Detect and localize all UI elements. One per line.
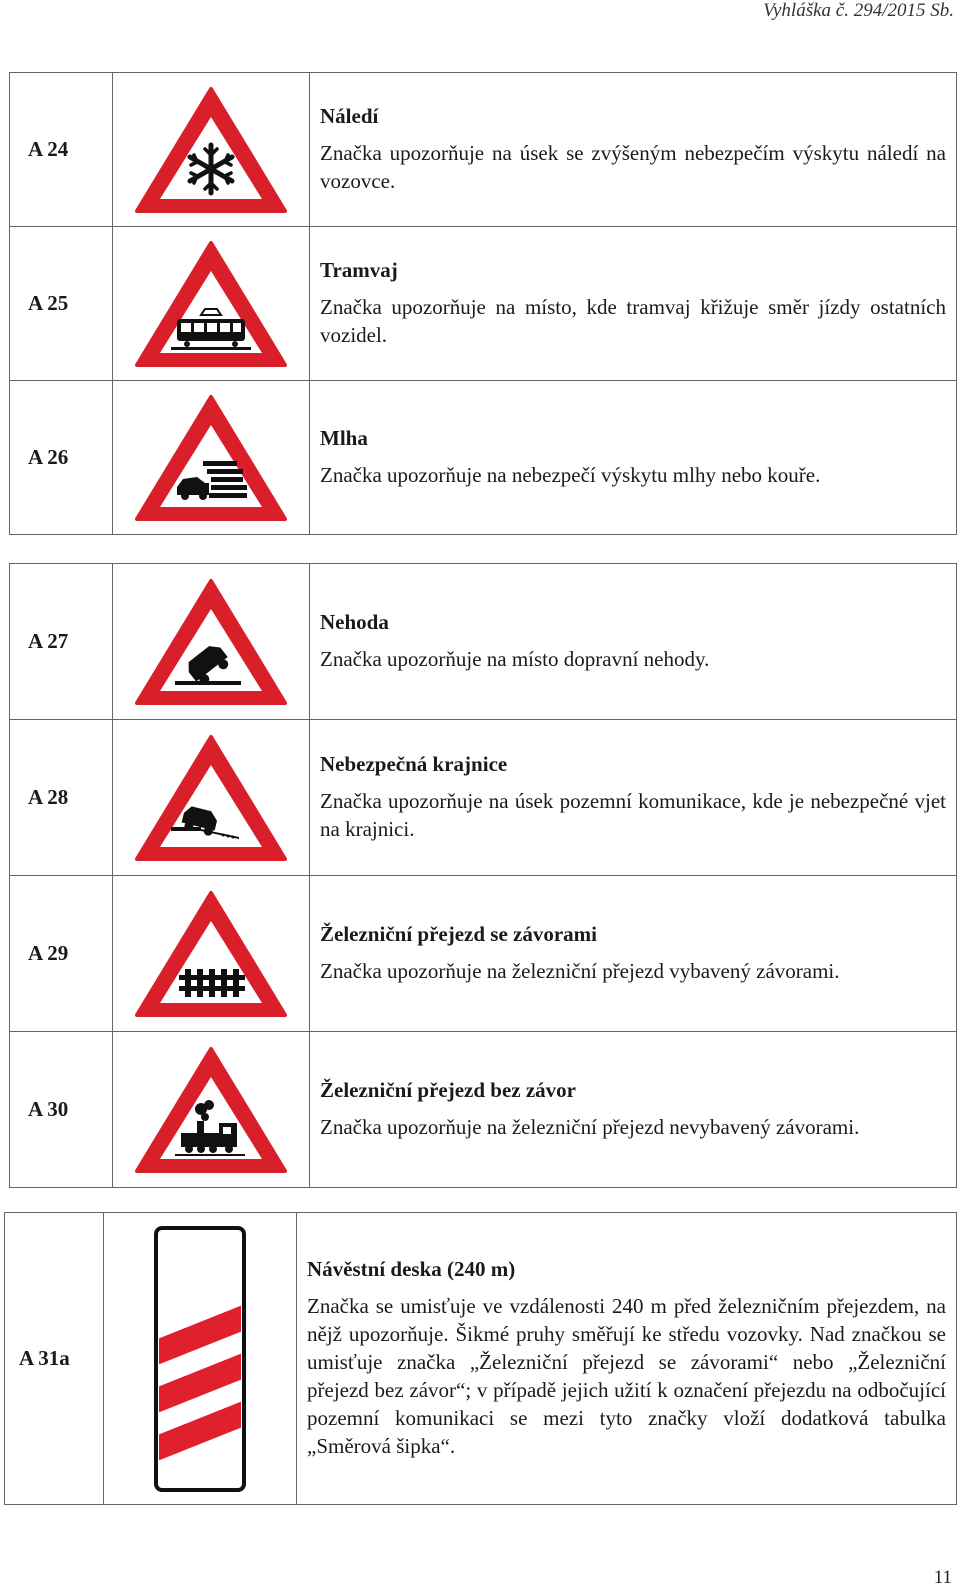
sign-title: Železniční přejezd bez závor [320,1078,576,1102]
sign-description [310,1032,957,1188]
sign-description [297,1213,957,1505]
tram-icon [131,237,291,371]
sign-description [310,73,957,227]
table-row [10,227,957,381]
sign-image [113,1032,310,1188]
sign-image [113,381,310,535]
sign-text: Značka upozorňuje na úsek se zvýšeným nebezpečím výskytu náledí na vozovce. [320,141,946,193]
sign-title: Nebezpečná krajnice [320,752,508,776]
sign-code: A 27 [10,564,113,720]
sign-code: A 28 [10,720,113,876]
sign-image [113,876,310,1032]
fence-barrier-icon [131,887,291,1021]
sign-description [310,381,957,535]
sign-text: Značka upozorňuje na místo, kde tramvaj křižuje směr jízdy ostatních vozidel. [320,295,946,347]
sign-description [310,227,957,381]
sign-image [113,227,310,381]
sign-image [113,720,310,876]
sign-description [310,720,957,876]
fog-car-icon [131,391,291,525]
sign-image [113,73,310,227]
sign-title: Nehoda [320,610,389,634]
table-row [10,73,957,227]
sign-title: Návěstní deska (240 m) [307,1257,516,1281]
snowflake-icon [131,83,291,217]
sign-image [104,1213,297,1505]
sign-title: Náledí [320,104,379,128]
table-row [10,564,957,720]
sign-table-group-2 [9,563,957,1188]
sign-text: Značka upozorňuje na železniční přejezd vybavený závorami. [320,959,840,983]
table-row [10,1032,957,1188]
car-on-shoulder-icon [131,731,291,865]
sign-description [310,876,957,1032]
sign-title: Mlha [320,426,368,450]
sign-code: A 24 [10,73,113,227]
sign-title: Tramvaj [320,258,398,282]
sign-code: A 31a [5,1213,104,1505]
running-header: Vyhláška č. 294/2015 Sb. [763,0,954,21]
sign-code: A 25 [10,227,113,381]
sign-table-group-1 [9,72,957,535]
sign-text: Značka se umisťuje ve vzdálenosti 240 m před železničním přejezdem, na nějž upozorňuje. Šikmé pruhy směřují ke středu vozovky. Nad značkou se umisťuje značka „Železniční přejezd se závorami“ nebo „Železniční přejezd bez závor“; v případě jejich užití k označení přejezdu na odbočující pozemní komunikaci se mezi tyto značky vloží dodatková tabulka „Směrová šipka“. [307,1294,946,1458]
page-number: 11 [933,1567,952,1588]
steam-locomotive-icon [131,1043,291,1177]
countdown-marker-icon [150,1224,250,1494]
sign-text: Značka upozorňuje na úsek pozemní komunikace, kde je nebezpečné vjet na krajnici. [320,789,946,841]
sign-description [310,564,957,720]
table-row [10,720,957,876]
overturned-car-icon [131,575,291,709]
table-row [10,381,957,535]
sign-text: Značka upozorňuje na železniční přejezd nevybavený závorami. [320,1115,860,1139]
table-row [5,1213,957,1505]
sign-text: Značka upozorňuje na nebezpečí výskytu mlhy nebo kouře. [320,463,821,487]
sign-code: A 26 [10,381,113,535]
sign-table-group-3 [4,1212,957,1505]
sign-text: Značka upozorňuje na místo dopravní nehody. [320,647,710,671]
table-row [10,876,957,1032]
sign-title: Železniční přejezd se závorami [320,922,597,946]
sign-image [113,564,310,720]
sign-code: A 30 [10,1032,113,1188]
sign-code: A 29 [10,876,113,1032]
